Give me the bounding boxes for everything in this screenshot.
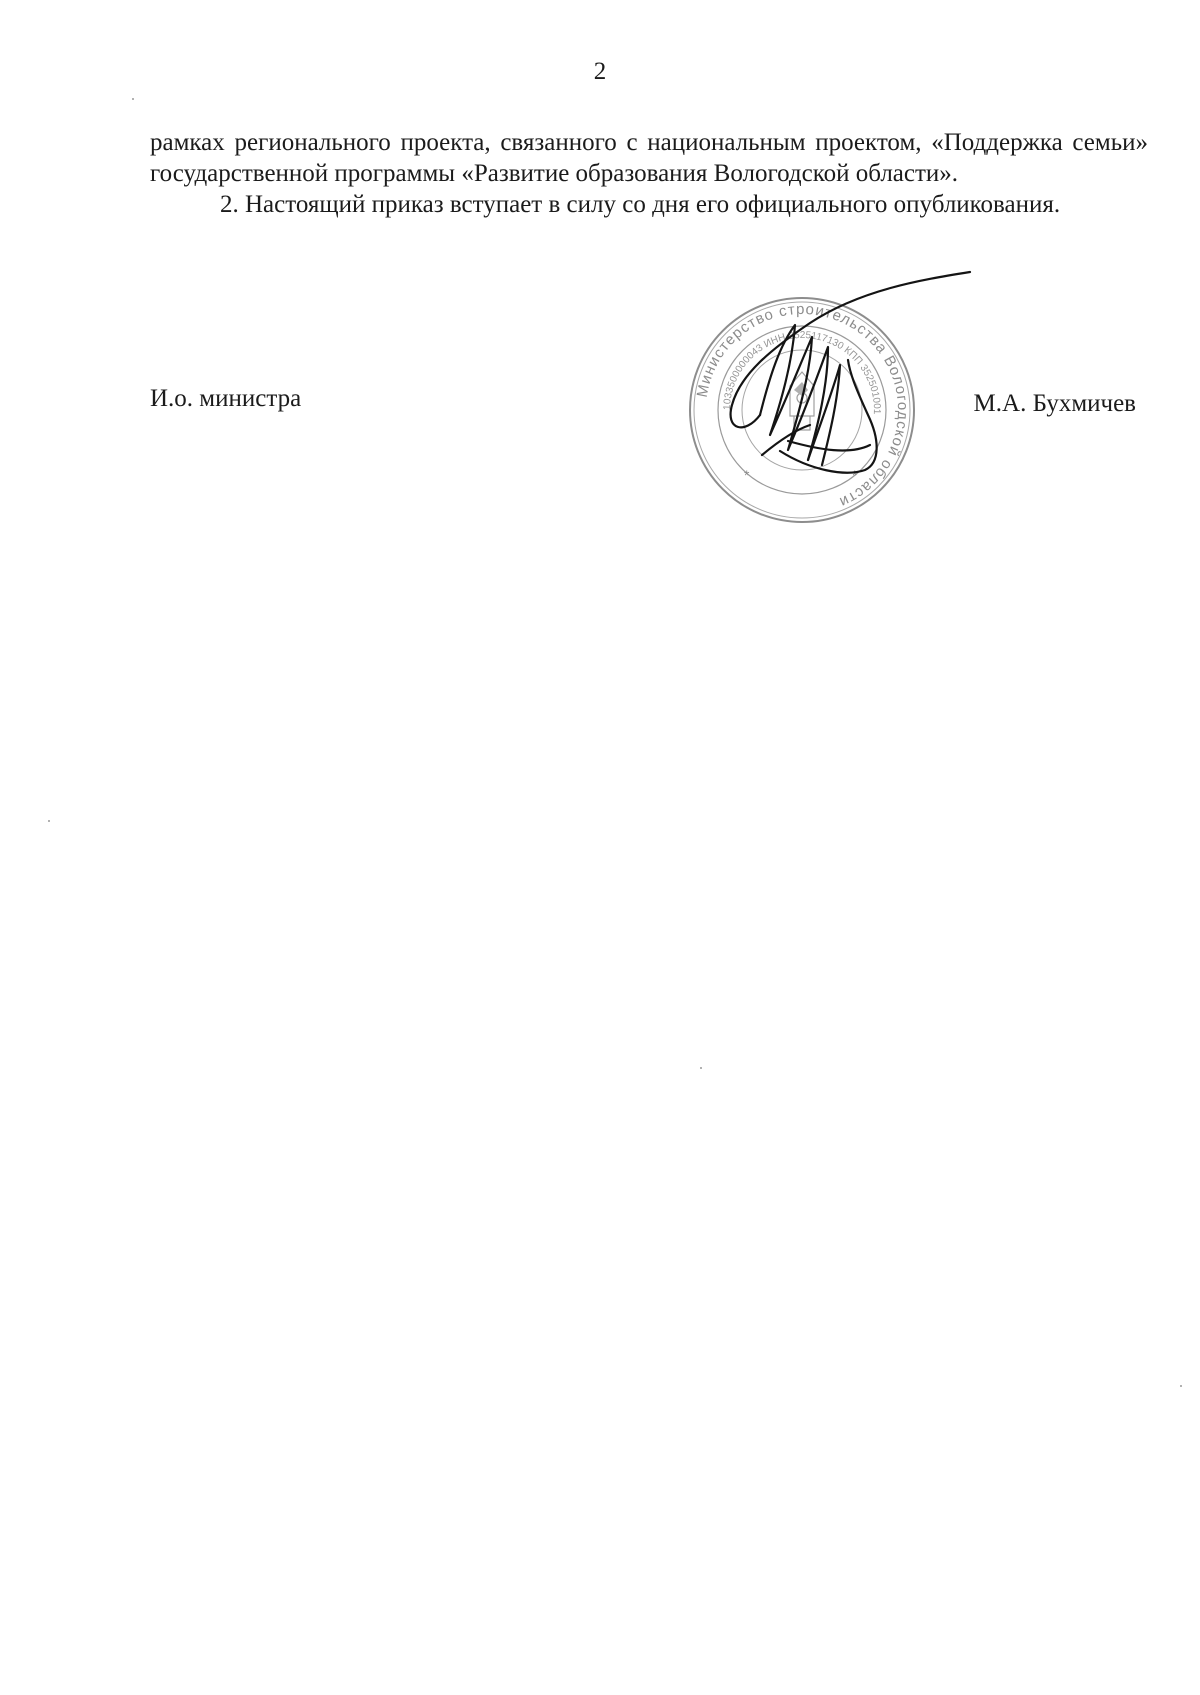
paragraph-item-2: 2. Настоящий приказ вступает в силу со дня его официального опубликования. [220, 191, 1061, 218]
scan-speck [48, 820, 50, 822]
scan-speck [700, 1067, 702, 1069]
scan-speck [1180, 1385, 1182, 1387]
paragraph-continuation: рамках регионального проекта, связанного с национальным проектом, «Поддержка семьи» государственной программы «Развитие образования Вологодской области». [150, 129, 1148, 187]
page-number: 2 [593, 58, 607, 85]
signatory-name: М.А. Бухмичев [973, 390, 1136, 417]
seal-outer-text: Министерство строительства Вологодской области [693, 300, 912, 512]
svg-text:*: * [744, 467, 750, 483]
document-body [150, 127, 1148, 220]
scan-speck [132, 98, 134, 100]
handwritten-signature [700, 265, 1000, 515]
seal-inner-text: 1033500000043 ИНН 3525117130 КПП 352501001 [721, 329, 883, 415]
signatory-position: И.о. министра [150, 385, 302, 412]
svg-text:*: * [852, 467, 858, 483]
